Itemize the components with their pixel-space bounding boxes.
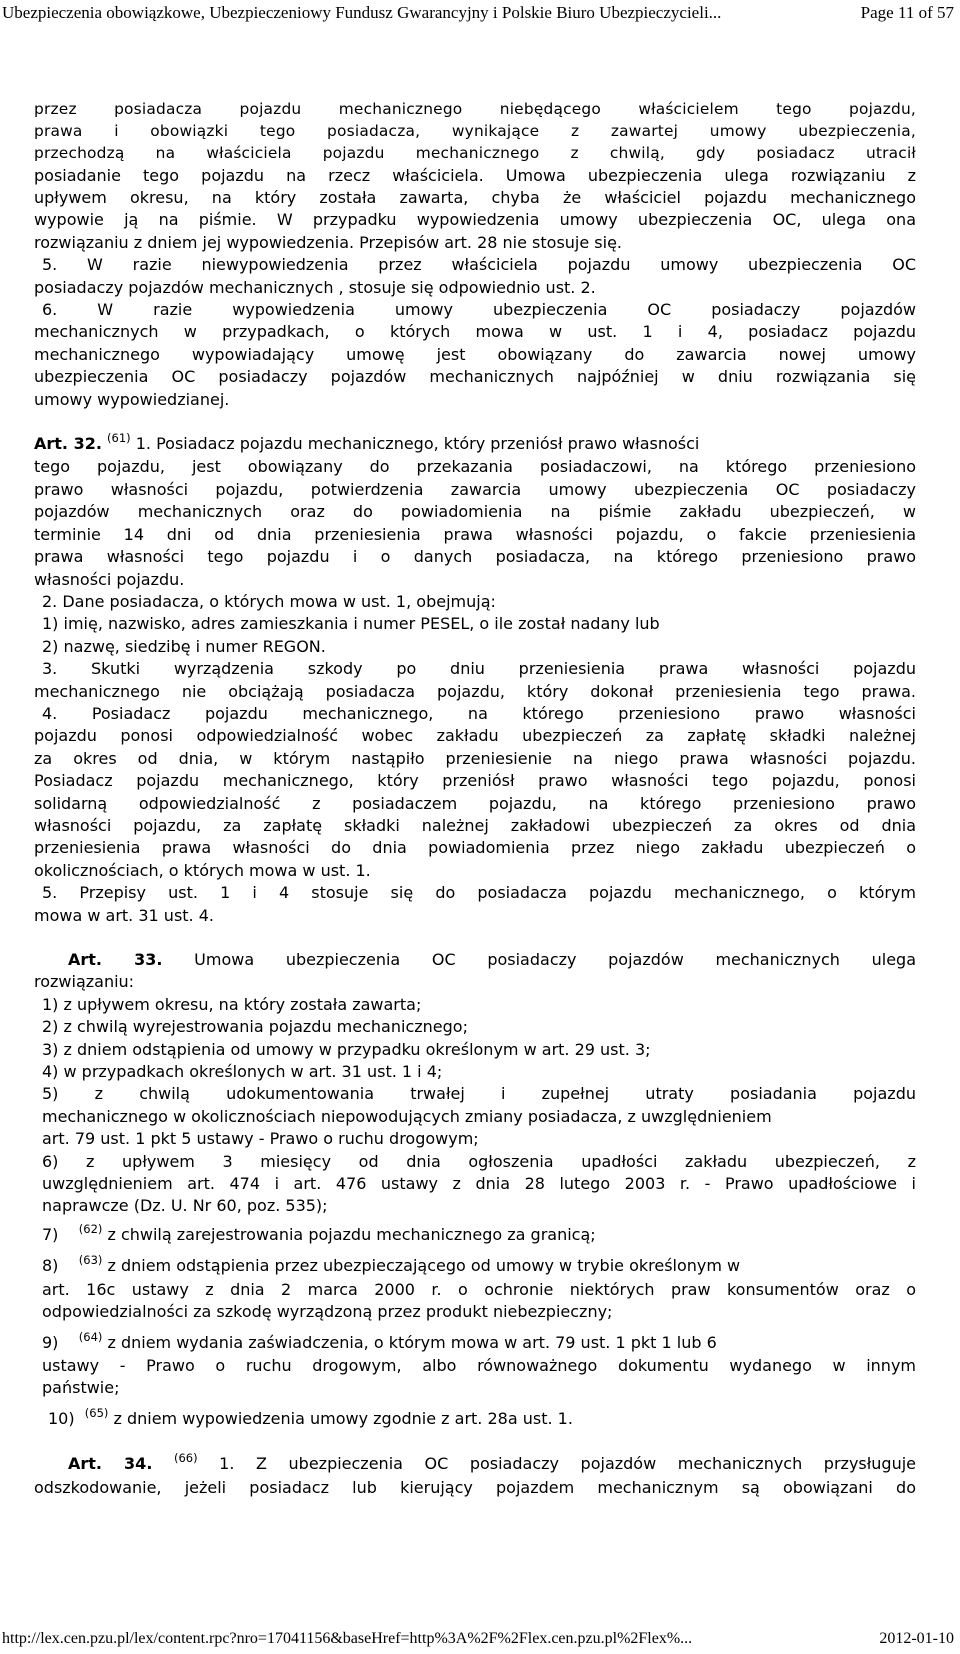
item-text: z dniem wydania zaświadczenia, o którym mowa w art. 79 ust. 1 pkt 1 lub 6 xyxy=(107,1332,717,1352)
text-line: tego pojazdu, jest obowiązany do przekazania posiadaczowi, na którego przeniesiono xyxy=(34,457,916,477)
text-line: pojazdu ponosi odpowiedzialność wobec zakładu ubezpieczeń za zapłatę składki należnej xyxy=(34,726,916,746)
text-line: odpowiedzialności za szkodę wyrządzoną przez produkt niebezpieczny; xyxy=(42,1302,613,1322)
text-line: własności pojazdu, za zapłatę składki należnej zakładowi ubezpieczeń za okres od dnia xyxy=(34,815,916,835)
print-date: 2012-01-10 xyxy=(879,1630,954,1647)
text-line: Posiadacz pojazdu mechanicznego, który przeniósł prawo własności tego pojazdu, ponosi xyxy=(34,771,916,791)
header-title: Ubezpieczenia obowiązkowe, Ubezpieczeniowy Fundusz Gwarancyjny i Polskie Biuro Ubezpieczycieli... xyxy=(2,3,722,22)
text-line: solidarną odpowiedzialność z posiadaczem pojazdu, na którego przeniesiono prawo xyxy=(34,793,916,813)
footnote-ref: (66) xyxy=(173,1451,198,1466)
list-item: 2) z chwilą wyrejestrowania pojazdu mechanicznego; xyxy=(42,1017,468,1037)
text-line: art. 16c ustawy z dnia 2 marca 2000 r. o ochronie niektórych praw konsumentów oraz o xyxy=(42,1279,916,1299)
text-line: mechanicznego w okolicznościach niepowodujących zmiany posiadacza, z uwzględnieniem xyxy=(42,1106,772,1126)
text-line: mechanicznych w przypadkach, o których mowa w ust. 1 i 4, posiadacz pojazdu xyxy=(34,322,916,342)
footnote-ref: (62) xyxy=(78,1221,103,1236)
list-item: 1) z upływem okresu, na który została zawarta; xyxy=(42,994,422,1014)
text-line: upływem okresu, na który została zawarta, chyba że właściciel pojazdu mechanicznego xyxy=(34,188,916,208)
list-item: 5) z chwilą udokumentowania trwałej i zupełnej utraty posiadania pojazdu xyxy=(42,1084,916,1104)
list-item: 1) imię, nazwisko, adres zamieszkania i numer PESEL, o ile został nadany lub xyxy=(42,614,660,634)
text-line: posiadaczy pojazdów mechanicznych , stosuje się odpowiednio ust. 2. xyxy=(34,277,596,297)
article-label: Art. 32. xyxy=(34,434,102,454)
document-body xyxy=(34,98,916,1499)
text-line: 1. Z ubezpieczenia OC posiadaczy pojazdów mechanicznych przysługuje xyxy=(219,1454,917,1474)
paragraph-art31-end xyxy=(34,165,916,411)
footnote-ref: (65) xyxy=(84,1405,109,1420)
text-line: państwie; xyxy=(42,1378,120,1398)
text-line: przechodzą na właściciela pojazdu mechanicznego z chwilą, gdy posiadacz utracił xyxy=(34,144,916,163)
item-text: z dniem wypowiedzenia umowy zgodnie z art. 28a ust. 1. xyxy=(113,1408,573,1428)
source-url: http://lex.cen.pzu.pl/lex/content.rpc?nro=17041156&baseHref=http%3A%2F%2Flex.cen.pzu.pl%2Flex%... xyxy=(2,1630,693,1647)
article-32 xyxy=(34,433,916,927)
article-33 xyxy=(34,949,916,1431)
text-line: mechanicznego wypowiadający umowę jest obowiązany do zawarcia nowej umowy xyxy=(34,344,916,364)
list-item: 4) w przypadkach określonych w art. 31 ust. 1 i 4; xyxy=(42,1062,443,1082)
text-line: naprawcze (Dz. U. Nr 60, poz. 535); xyxy=(42,1196,328,1216)
text-line: za okres od dnia, w którym nastąpiło przeniesienie na niego prawa własności pojazdu. xyxy=(34,748,916,768)
text-line: pojazdów mechanicznych oraz do powiadomienia na piśmie zakładu ubezpieczeń, w xyxy=(34,502,916,522)
text-line: własności pojazdu. xyxy=(34,569,185,589)
text-line: 5. Przepisy ust. 1 i 4 stosuje się do posiadacza pojazdu mechanicznego, o którym xyxy=(42,883,916,903)
text-line: 1. Posiadacz pojazdu mechanicznego, który przeniósł prawo własności xyxy=(135,434,700,454)
text-line: przeniesienia prawa własności do dnia powiadomienia przez niego zakładu ubezpieczeń o xyxy=(34,838,916,858)
text-line: 4. Posiadacz pojazdu mechanicznego, na którego przeniesiono prawo własności xyxy=(42,703,916,723)
text-line: terminie 14 dni od dnia przeniesienia prawa własności pojazdu, o fakcie przeniesienia xyxy=(34,524,916,544)
list-item: 3) z dniem odstąpienia od umowy w przypadku określonym w art. 29 ust. 3; xyxy=(42,1039,651,1059)
text-line: wypowie ją na piśmie. W przypadku wypowiedzenia umowy ubezpieczenia OC, ulega ona xyxy=(34,210,916,230)
text-line: 3. Skutki wyrządzenia szkody po dniu przeniesienia prawa własności pojazdu xyxy=(42,659,916,679)
text-line: 2. Dane posiadacza, o których mowa w ust. 1, obejmują: xyxy=(42,591,496,611)
footnote-ref: (61) xyxy=(107,431,131,446)
text-line: prawa własności tego pojazdu i o danych posiadacza, na którego przeniesiono prawo xyxy=(34,547,916,567)
article-34 xyxy=(34,1453,916,1499)
list-item xyxy=(34,1255,916,1278)
text-line: uwzględnieniem art. 474 i art. 476 ustawy z dnia 28 lutego 2003 r. - Prawo upadłościowe i xyxy=(42,1174,916,1194)
article-first-line xyxy=(34,949,916,971)
footnote-ref: (64) xyxy=(78,1329,103,1344)
paragraph-continuation xyxy=(34,98,916,165)
list-item xyxy=(34,1221,916,1247)
item-number: 10) xyxy=(48,1408,75,1428)
text-line: umowy wypowiedzianej. xyxy=(34,389,230,409)
article-label: Art. 33. xyxy=(68,950,163,970)
item-number: 7) xyxy=(42,1224,59,1244)
item-number: 8) xyxy=(42,1256,59,1276)
text-line: posiadanie tego pojazdu na rzecz właściciela. Umowa ubezpieczenia ulega rozwiązaniu z xyxy=(34,165,916,185)
text-line: mowa w art. 31 ust. 4. xyxy=(34,905,214,925)
text-line: rozwiązaniu: xyxy=(34,972,135,992)
text-line: prawa i obowiązki tego posiadacza, wynikające z zawartej umowy ubezpieczenia, xyxy=(34,122,916,141)
text-line: przez posiadacza pojazdu mechanicznego niebędącego właścicielem tego pojazdu, xyxy=(34,100,916,118)
text-line: art. 79 ust. 1 pkt 5 ustawy - Prawo o ruchu drogowym; xyxy=(42,1129,479,1149)
text-line: okolicznościach, o których mowa w ust. 1. xyxy=(34,860,371,880)
list-item: 2) nazwę, siedzibę i numer REGON. xyxy=(42,636,326,656)
text-line: mechanicznego nie obciążają posiadacza pojazdu, który dokonał przeniesienia tego prawa. xyxy=(34,681,916,701)
article-first-line xyxy=(34,433,916,456)
page-footer xyxy=(0,1628,960,1652)
page-header xyxy=(0,0,960,26)
text-line: Umowa ubezpieczenia OC posiadaczy pojazdów mechanicznych ulega xyxy=(194,950,916,970)
list-item xyxy=(34,1329,916,1355)
item-text: z dniem odstąpienia przez ubezpieczającego od umowy w trybie określonym w xyxy=(107,1256,741,1276)
text-line: prawo własności pojazdu, potwierdzenia zawarcia umowy ubezpieczenia OC posiadaczy xyxy=(34,479,916,499)
list-item: 6) z upływem 3 miesięcy od dnia ogłoszenia upadłości zakładu ubezpieczeń, z xyxy=(42,1151,916,1171)
page-number: Page 11 of 57 xyxy=(860,3,954,22)
text-line: ustawy - Prawo o ruchu drogowym, albo równoważnego dokumentu wydanego w innym xyxy=(42,1355,916,1375)
text-line: 6. W razie wypowiedzenia umowy ubezpieczenia OC posiadaczy pojazdów xyxy=(42,300,916,320)
article-label: Art. 34. xyxy=(68,1454,153,1474)
article-first-line xyxy=(34,1453,916,1476)
text-line: ubezpieczenia OC posiadaczy pojazdów mechanicznych najpóźniej w dniu rozwiązania się xyxy=(34,367,916,387)
text-line: 5. W razie niewypowiedzenia przez właściciela pojazdu umowy ubezpieczenia OC xyxy=(42,255,916,275)
text-line: odszkodowanie, jeżeli posiadacz lub kierujący pojazdem mechanicznym są obowiązani do xyxy=(34,1477,916,1497)
item-text: z chwilą zarejestrowania pojazdu mechanicznego za granicą; xyxy=(107,1224,596,1244)
footnote-ref: (63) xyxy=(78,1253,103,1268)
list-item xyxy=(34,1405,916,1431)
text-line: rozwiązaniu z dniem jej wypowiedzenia. Przepisów art. 28 nie stosuje się. xyxy=(34,232,622,252)
item-number: 9) xyxy=(42,1332,59,1352)
